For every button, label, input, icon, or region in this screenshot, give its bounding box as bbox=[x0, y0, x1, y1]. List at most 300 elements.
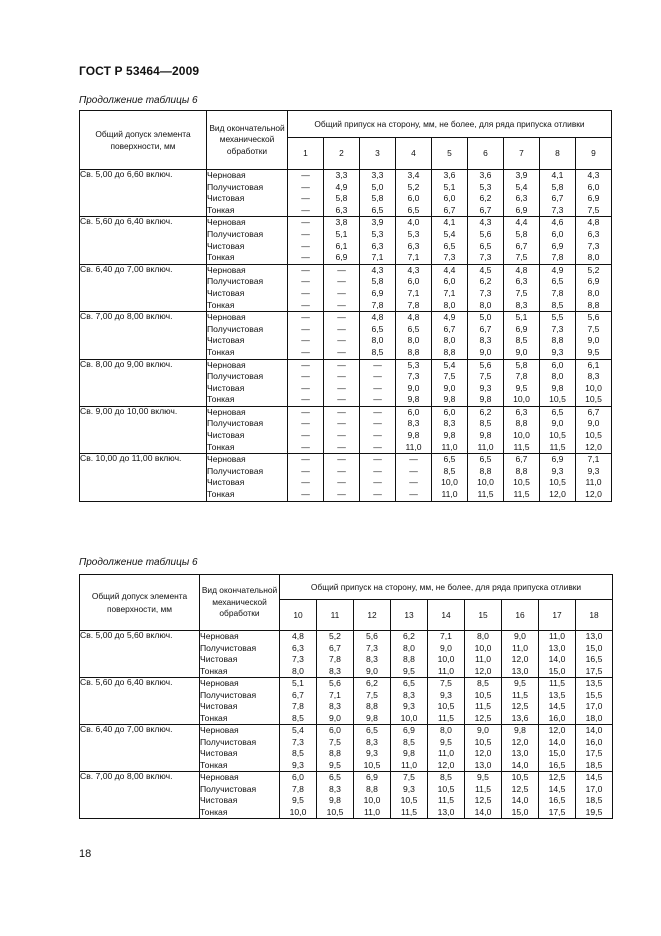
allowance-value: 9,8 bbox=[366, 712, 378, 723]
allowance-value: 5,6 bbox=[479, 359, 492, 370]
allowance-cell bbox=[432, 312, 468, 359]
allowance-value: 8,3 bbox=[403, 689, 415, 700]
header-allowance: Общий припуск на сторону, мм, не более, для ряда припуска отливки bbox=[280, 575, 613, 600]
allowance-value: 4,8 bbox=[407, 312, 420, 323]
treatment-type-label: Чистовая bbox=[207, 382, 245, 393]
allowance-value: 8,3 bbox=[329, 701, 341, 711]
treatment-type-label: Чистовая bbox=[207, 193, 245, 204]
allowance-cell bbox=[396, 170, 432, 217]
allowance-value: 13,6 bbox=[511, 712, 529, 723]
treatment-type-label: Тонкая bbox=[207, 346, 235, 357]
allowance-value: 5,3 bbox=[479, 181, 492, 192]
allowance-value: 14,5 bbox=[548, 701, 566, 711]
allowance-cell bbox=[539, 772, 576, 819]
allowance-value: 7,1 bbox=[440, 631, 452, 641]
allowance-value: 13,0 bbox=[437, 806, 455, 817]
allowance-cell bbox=[396, 217, 432, 264]
table-caption-1: Продолжение таблицы 6 bbox=[79, 95, 198, 106]
allowance-value: 8,3 bbox=[366, 654, 378, 664]
allowance-value: 9,3 bbox=[366, 748, 378, 758]
allowance-value: 17,5 bbox=[585, 665, 603, 676]
allowance-value: 8,3 bbox=[443, 418, 456, 429]
allowance-cell bbox=[540, 359, 576, 406]
allowance-value: 14,0 bbox=[474, 806, 492, 817]
allowance-value: 16,5 bbox=[585, 654, 603, 664]
allowance-value: — bbox=[301, 276, 310, 287]
allowance-value: — bbox=[301, 312, 310, 323]
allowance-value: — bbox=[373, 406, 382, 417]
allowance-value: — bbox=[373, 418, 382, 429]
allowance-value: — bbox=[409, 454, 418, 465]
allowance-value: 16,5 bbox=[548, 795, 566, 805]
allowance-value: 11,0 bbox=[441, 441, 458, 452]
allowance-value: 8,3 bbox=[587, 371, 600, 382]
allowance-value: 13,0 bbox=[548, 642, 566, 653]
allowance-value: 18,0 bbox=[585, 712, 603, 723]
allowance-value: 10,5 bbox=[585, 394, 602, 405]
allowance-value: 9,8 bbox=[514, 725, 526, 735]
allowance-table-series-1-9 bbox=[79, 110, 612, 502]
allowance-value: 9,5 bbox=[292, 795, 304, 805]
allowance-cell bbox=[324, 264, 360, 311]
allowance-value: 8,8 bbox=[407, 346, 420, 357]
allowance-value: 11,0 bbox=[477, 441, 494, 452]
allowance-value: — bbox=[301, 299, 310, 310]
allowance-value: 10,0 bbox=[513, 394, 530, 405]
allowance-cell bbox=[396, 406, 432, 453]
allowance-value: — bbox=[337, 418, 346, 429]
allowance-value: 5,1 bbox=[292, 678, 304, 688]
treatment-type-label: Чистовая bbox=[200, 748, 238, 758]
treatment-type-cell bbox=[200, 772, 280, 819]
allowance-value: 9,8 bbox=[443, 394, 456, 405]
allowance-value: 6,7 bbox=[292, 689, 304, 700]
allowance-value: 11,5 bbox=[548, 678, 566, 688]
allowance-value: 7,8 bbox=[551, 287, 564, 298]
treatment-type-label: Черновая bbox=[207, 454, 246, 465]
allowance-value: 6,1 bbox=[587, 359, 600, 370]
treatment-type-label: Черновая bbox=[207, 359, 246, 370]
allowance-value: 7,3 bbox=[479, 252, 492, 263]
allowance-value: 7,1 bbox=[587, 454, 600, 465]
allowance-value: 3,9 bbox=[371, 217, 384, 228]
series-number: 8 bbox=[540, 138, 576, 170]
allowance-value: 8,3 bbox=[329, 783, 341, 794]
allowance-value: 5,8 bbox=[335, 193, 348, 204]
allowance-value: — bbox=[373, 454, 382, 465]
allowance-value: 3,8 bbox=[335, 217, 348, 228]
treatment-type-label: Черновая bbox=[200, 772, 239, 782]
allowance-value: 17,5 bbox=[585, 748, 603, 758]
allowance-value: 7,3 bbox=[407, 371, 420, 382]
allowance-value: — bbox=[337, 264, 346, 275]
allowance-value: 6,0 bbox=[551, 359, 564, 370]
allowance-value: 7,3 bbox=[479, 287, 492, 298]
treatment-type-label: Чистовая bbox=[207, 240, 245, 251]
allowance-cell bbox=[540, 170, 576, 217]
allowance-value: 7,8 bbox=[329, 654, 341, 664]
allowance-value: 10,0 bbox=[437, 654, 455, 664]
allowance-value: 6,9 bbox=[335, 252, 348, 263]
allowance-value: 9,3 bbox=[440, 689, 452, 700]
treatment-type-label: Чистовая bbox=[207, 335, 245, 346]
treatment-type-label: Получистовая bbox=[207, 371, 264, 382]
allowance-cell bbox=[288, 406, 324, 453]
allowance-value: 4,1 bbox=[551, 170, 564, 180]
allowance-value: 5,0 bbox=[371, 181, 384, 192]
allowance-cell bbox=[360, 217, 396, 264]
allowance-value: 5,1 bbox=[515, 312, 528, 323]
allowance-value: 12,5 bbox=[474, 795, 492, 805]
allowance-cell bbox=[396, 264, 432, 311]
allowance-value: — bbox=[301, 465, 310, 476]
allowance-value: 12,5 bbox=[511, 783, 529, 794]
allowance-value: — bbox=[337, 359, 346, 370]
allowance-value: 10,0 bbox=[441, 477, 458, 488]
allowance-cell bbox=[391, 725, 428, 772]
allowance-cell bbox=[360, 406, 396, 453]
allowance-value: 5,6 bbox=[366, 631, 378, 641]
allowance-value: 4,8 bbox=[371, 312, 384, 323]
allowance-value: — bbox=[301, 454, 310, 465]
allowance-value: 8,5 bbox=[371, 346, 384, 357]
series-number: 5 bbox=[432, 138, 468, 170]
series-number: 15 bbox=[465, 600, 502, 631]
allowance-value: 7,5 bbox=[329, 736, 341, 747]
allowance-cell bbox=[539, 631, 576, 678]
allowance-value: 4,5 bbox=[479, 264, 492, 275]
allowance-value: 7,8 bbox=[292, 783, 304, 794]
allowance-value: 6,9 bbox=[403, 725, 415, 735]
allowance-value: 5,8 bbox=[371, 193, 384, 204]
tolerance-range-cell: Св. 5,60 до 6,40 включ. bbox=[80, 678, 200, 725]
allowance-value: 4,9 bbox=[443, 312, 456, 323]
treatment-type-label: Чистовая bbox=[200, 654, 238, 664]
allowance-value: 13,0 bbox=[585, 631, 603, 641]
allowance-value: 6,5 bbox=[407, 204, 420, 215]
allowance-value: 10,0 bbox=[477, 477, 494, 488]
allowance-cell bbox=[354, 772, 391, 819]
allowance-value: 9,0 bbox=[329, 712, 341, 723]
allowance-cell bbox=[468, 454, 504, 501]
series-number: 1 bbox=[288, 138, 324, 170]
allowance-value: 6,7 bbox=[443, 204, 456, 215]
allowance-value: 12,0 bbox=[549, 489, 566, 500]
allowance-value: 3,6 bbox=[443, 170, 456, 180]
allowance-value: 6,1 bbox=[335, 240, 348, 251]
allowance-value: 8,3 bbox=[515, 299, 528, 310]
treatment-type-cell bbox=[207, 454, 288, 501]
treatment-type-cell bbox=[207, 312, 288, 359]
allowance-value: 7,8 bbox=[407, 299, 420, 310]
allowance-value: 8,5 bbox=[292, 748, 304, 758]
allowance-value: 10,5 bbox=[549, 477, 566, 488]
allowance-value: 6,5 bbox=[371, 204, 384, 215]
allowance-value: 13,5 bbox=[548, 689, 566, 700]
allowance-value: — bbox=[301, 335, 310, 346]
allowance-value: — bbox=[301, 170, 310, 180]
allowance-cell bbox=[396, 312, 432, 359]
allowance-value: 9,0 bbox=[477, 725, 489, 735]
page-number: 18 bbox=[79, 848, 92, 860]
allowance-value: — bbox=[409, 465, 418, 476]
allowance-value: 7,5 bbox=[515, 287, 528, 298]
allowance-value: 10,5 bbox=[400, 795, 418, 805]
treatment-type-label: Черновая bbox=[207, 264, 246, 275]
allowance-value: 9,5 bbox=[477, 772, 489, 782]
treatment-type-label: Тонкая bbox=[207, 489, 235, 500]
treatment-type-cell bbox=[207, 170, 288, 217]
allowance-value: 3,9 bbox=[515, 170, 528, 180]
allowance-value: 6,3 bbox=[587, 228, 600, 239]
allowance-value: 6,3 bbox=[371, 240, 384, 251]
allowance-value: 5,1 bbox=[443, 181, 456, 192]
allowance-value: 6,7 bbox=[515, 454, 528, 465]
allowance-value: 6,0 bbox=[443, 276, 456, 287]
allowance-value: — bbox=[373, 489, 382, 500]
allowance-cell bbox=[428, 631, 465, 678]
treatment-type-label: Тонкая bbox=[200, 759, 228, 770]
allowance-value: 4,1 bbox=[443, 217, 456, 228]
treatment-type-label: Чистовая bbox=[200, 795, 238, 805]
allowance-cell bbox=[317, 678, 354, 725]
allowance-value: 4,0 bbox=[407, 217, 420, 228]
allowance-value: 7,3 bbox=[292, 654, 304, 664]
allowance-cell bbox=[576, 454, 612, 501]
series-number: 14 bbox=[428, 600, 465, 631]
treatment-type-label: Тонкая bbox=[200, 806, 228, 817]
allowance-value: — bbox=[301, 204, 310, 215]
series-number: 2 bbox=[324, 138, 360, 170]
allowance-cell bbox=[288, 217, 324, 264]
allowance-value: 7,8 bbox=[515, 371, 528, 382]
allowance-value: 6,9 bbox=[515, 204, 528, 215]
treatment-type-label: Получистовая bbox=[200, 783, 257, 794]
header-treatment-type: Вид окончательной механической обработки bbox=[207, 111, 288, 170]
allowance-value: 6,7 bbox=[551, 193, 564, 204]
allowance-cell bbox=[360, 312, 396, 359]
allowance-value: 12,0 bbox=[474, 748, 492, 758]
allowance-value: — bbox=[301, 477, 310, 488]
allowance-value: 4,3 bbox=[479, 217, 492, 228]
allowance-cell bbox=[432, 454, 468, 501]
allowance-cell bbox=[288, 170, 324, 217]
allowance-value: 4,6 bbox=[551, 217, 564, 228]
allowance-cell bbox=[465, 631, 502, 678]
allowance-value: 5,5 bbox=[551, 312, 564, 323]
allowance-value: 10,5 bbox=[363, 759, 381, 770]
allowance-value: 10,5 bbox=[549, 430, 566, 441]
allowance-value: 8,5 bbox=[440, 772, 452, 782]
allowance-value: — bbox=[337, 430, 346, 441]
allowance-value: 9,8 bbox=[479, 394, 492, 405]
allowance-value: — bbox=[337, 299, 346, 310]
allowance-value: 9,3 bbox=[403, 783, 415, 794]
series-number: 16 bbox=[502, 600, 539, 631]
allowance-cell bbox=[317, 772, 354, 819]
allowance-value: 4,3 bbox=[371, 264, 384, 275]
allowance-value: 12,5 bbox=[548, 772, 566, 782]
treatment-type-label: Черновая bbox=[207, 312, 246, 323]
allowance-value: 7,3 bbox=[551, 204, 564, 215]
allowance-cell bbox=[576, 217, 612, 264]
allowance-cell bbox=[391, 631, 428, 678]
allowance-value: 7,5 bbox=[440, 678, 452, 688]
allowance-cell bbox=[360, 454, 396, 501]
allowance-value: 5,1 bbox=[335, 228, 348, 239]
allowance-value: 5,6 bbox=[329, 678, 341, 688]
allowance-value: 8,8 bbox=[366, 783, 378, 794]
allowance-value: 7,5 bbox=[403, 772, 415, 782]
allowance-value: — bbox=[301, 441, 310, 452]
treatment-type-label: Получистовая bbox=[207, 181, 264, 192]
allowance-cell bbox=[576, 678, 613, 725]
allowance-cell bbox=[576, 406, 612, 453]
table-row bbox=[80, 772, 613, 819]
allowance-cell bbox=[360, 170, 396, 217]
allowance-cell bbox=[280, 772, 317, 819]
allowance-value: 6,7 bbox=[479, 204, 492, 215]
allowance-value: 6,5 bbox=[479, 454, 492, 465]
allowance-value: — bbox=[373, 477, 382, 488]
allowance-cell bbox=[354, 678, 391, 725]
allowance-value: 5,4 bbox=[292, 725, 304, 735]
allowance-cell bbox=[576, 312, 612, 359]
allowance-cell bbox=[502, 678, 539, 725]
allowance-value: 11,0 bbox=[437, 748, 455, 758]
allowance-value: 14,0 bbox=[548, 654, 566, 664]
allowance-cell bbox=[317, 725, 354, 772]
allowance-value: 9,8 bbox=[443, 430, 456, 441]
allowance-value: 8,0 bbox=[477, 631, 489, 641]
allowance-value: 9,8 bbox=[551, 382, 564, 393]
allowance-value: 8,8 bbox=[403, 654, 415, 664]
allowance-value: 6,3 bbox=[515, 406, 528, 417]
allowance-value: 17,0 bbox=[585, 701, 603, 711]
allowance-value: 11,5 bbox=[474, 783, 492, 794]
allowance-value: 5,8 bbox=[515, 228, 528, 239]
allowance-cell bbox=[288, 312, 324, 359]
allowance-value: 6,7 bbox=[479, 323, 492, 334]
allowance-cell bbox=[280, 631, 317, 678]
treatment-type-label: Тонкая bbox=[200, 712, 228, 723]
allowance-value: 6,0 bbox=[407, 193, 420, 204]
allowance-value: 5,8 bbox=[371, 276, 384, 287]
allowance-value: 10,5 bbox=[437, 783, 455, 794]
allowance-cell bbox=[324, 312, 360, 359]
allowance-value: 6,0 bbox=[407, 406, 420, 417]
tolerance-range-cell: Св. 6,40 до 7,00 включ. bbox=[80, 725, 200, 772]
allowance-cell bbox=[468, 359, 504, 406]
allowance-cell bbox=[539, 678, 576, 725]
allowance-value: 10,0 bbox=[363, 795, 381, 805]
allowance-cell bbox=[502, 772, 539, 819]
allowance-value: 9,0 bbox=[366, 665, 378, 676]
allowance-value: — bbox=[301, 240, 310, 251]
table-row bbox=[80, 312, 612, 359]
allowance-value: — bbox=[337, 371, 346, 382]
allowance-value: 8,3 bbox=[329, 665, 341, 676]
allowance-value: 10,5 bbox=[474, 689, 492, 700]
allowance-cell bbox=[504, 454, 540, 501]
allowance-cell bbox=[288, 359, 324, 406]
allowance-value: 8,0 bbox=[587, 287, 600, 298]
allowance-value: 5,6 bbox=[479, 228, 492, 239]
allowance-value: — bbox=[373, 441, 382, 452]
treatment-type-label: Получистовая bbox=[207, 276, 264, 287]
allowance-value: 8,5 bbox=[292, 712, 304, 723]
allowance-value: 6,5 bbox=[443, 240, 456, 251]
treatment-type-label: Тонкая bbox=[207, 252, 235, 263]
series-number: 3 bbox=[360, 138, 396, 170]
series-number: 6 bbox=[468, 138, 504, 170]
allowance-value: 9,5 bbox=[515, 382, 528, 393]
allowance-value: — bbox=[337, 335, 346, 346]
header-tolerance: Общий допуск элемента поверхности, мм bbox=[80, 575, 200, 631]
allowance-value: 9,0 bbox=[587, 335, 600, 346]
allowance-cell bbox=[354, 631, 391, 678]
allowance-value: 6,9 bbox=[587, 276, 600, 287]
table-row bbox=[80, 406, 612, 453]
allowance-value: 9,0 bbox=[440, 642, 452, 653]
treatment-type-label: Черновая bbox=[200, 725, 239, 735]
tolerance-range-cell: Св. 5,60 до 6,40 включ. bbox=[80, 217, 207, 264]
tolerance-range-cell: Св. 8,00 до 9,00 включ. bbox=[80, 359, 207, 406]
allowance-cell bbox=[465, 678, 502, 725]
allowance-value: 16,0 bbox=[585, 736, 603, 747]
allowance-value: 12,0 bbox=[585, 489, 602, 500]
allowance-value: 6,7 bbox=[515, 240, 528, 251]
allowance-value: 9,5 bbox=[514, 678, 526, 688]
allowance-value: 5,2 bbox=[407, 181, 420, 192]
allowance-value: 10,0 bbox=[513, 430, 530, 441]
allowance-value: 8,5 bbox=[479, 418, 492, 429]
series-number: 18 bbox=[576, 600, 613, 631]
table-row bbox=[80, 725, 613, 772]
allowance-value: — bbox=[373, 359, 382, 370]
document-title: ГОСТ Р 53464—2009 bbox=[79, 64, 200, 78]
series-number: 4 bbox=[396, 138, 432, 170]
allowance-value: 9,0 bbox=[479, 346, 492, 357]
tolerance-range-cell: Св. 10,00 до 11,00 включ. bbox=[80, 454, 207, 501]
allowance-value: 5,3 bbox=[371, 228, 384, 239]
allowance-value: 12,0 bbox=[437, 759, 455, 770]
allowance-value: 6,3 bbox=[407, 240, 420, 251]
allowance-value: 9,0 bbox=[407, 382, 420, 393]
allowance-value: 11,0 bbox=[405, 441, 422, 452]
allowance-value: — bbox=[373, 382, 382, 393]
allowance-value: 10,5 bbox=[549, 394, 566, 405]
allowance-cell bbox=[360, 264, 396, 311]
allowance-value: — bbox=[301, 228, 310, 239]
allowance-value: 5,3 bbox=[407, 228, 420, 239]
allowance-value: 5,8 bbox=[515, 359, 528, 370]
series-number: 10 bbox=[280, 600, 317, 631]
allowance-value: 8,0 bbox=[371, 335, 384, 346]
allowance-value: 7,3 bbox=[443, 252, 456, 263]
allowance-value: 11,0 bbox=[511, 642, 529, 653]
allowance-value: 7,5 bbox=[515, 252, 528, 263]
tolerance-range-cell: Св. 6,40 до 7,00 включ. bbox=[80, 264, 207, 311]
allowance-cell bbox=[432, 406, 468, 453]
allowance-value: 8,5 bbox=[477, 678, 489, 688]
series-number: 17 bbox=[539, 600, 576, 631]
allowance-value: 8,3 bbox=[366, 736, 378, 747]
allowance-value: 6,9 bbox=[515, 323, 528, 334]
allowance-value: 15,0 bbox=[548, 748, 566, 758]
treatment-type-cell bbox=[200, 631, 280, 678]
allowance-value: 9,0 bbox=[515, 346, 528, 357]
